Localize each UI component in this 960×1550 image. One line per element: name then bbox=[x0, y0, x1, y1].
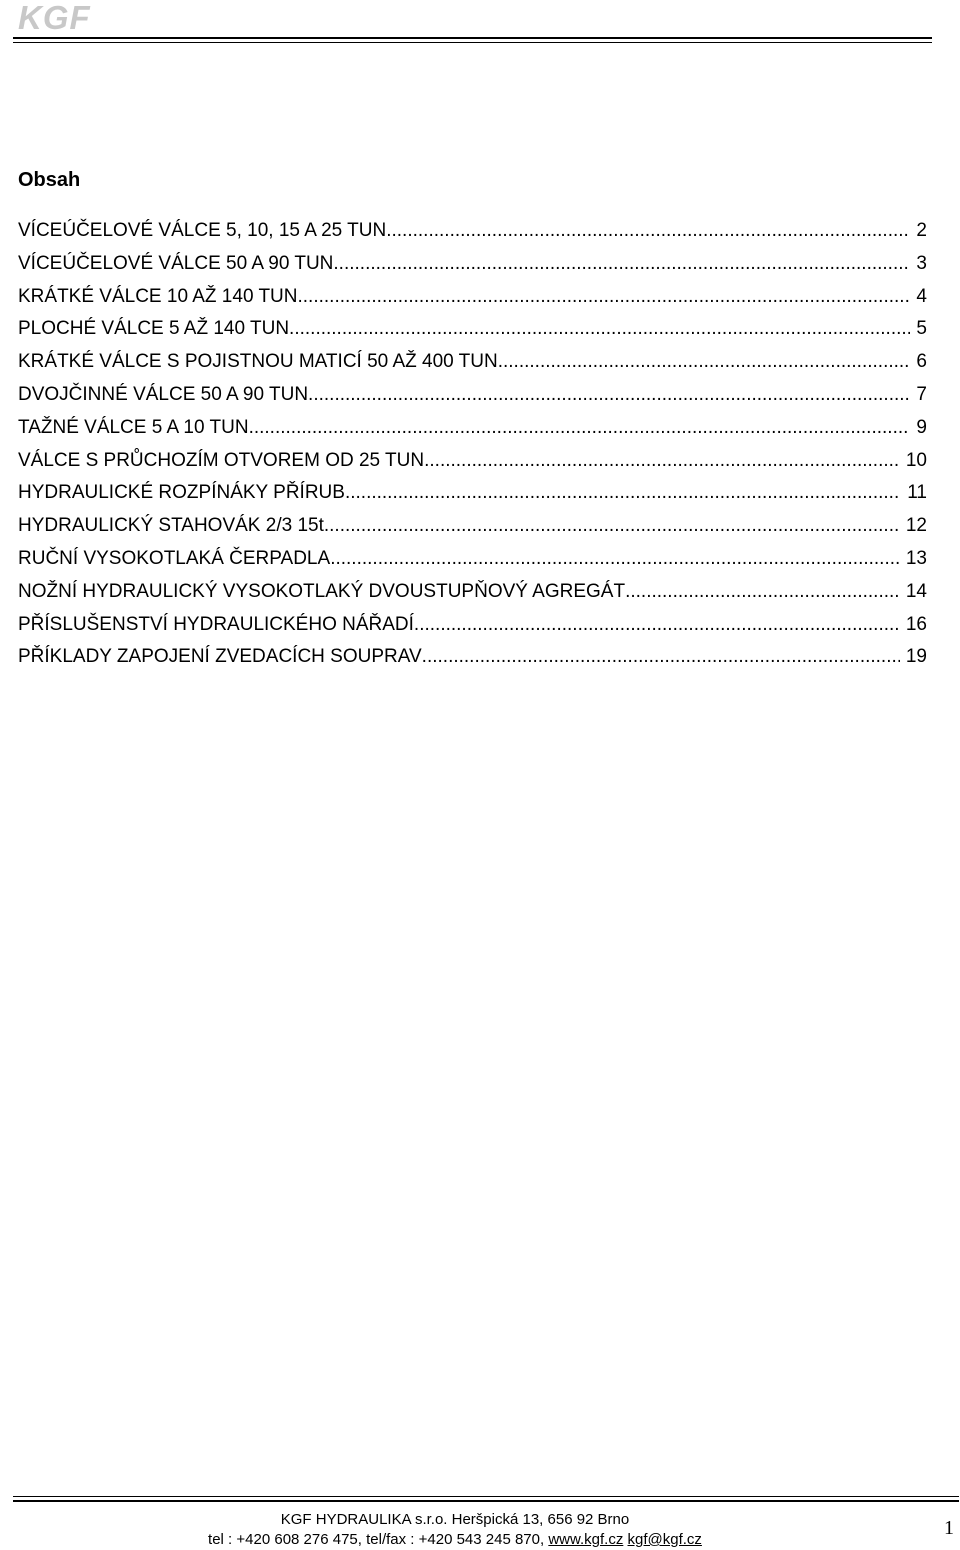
header-divider-thin bbox=[13, 42, 932, 43]
toc-entry-page-number: 10 bbox=[905, 449, 927, 471]
toc-entry-page-number: 3 bbox=[916, 252, 927, 274]
toc-entry[interactable] bbox=[18, 513, 927, 546]
toc-entry[interactable] bbox=[18, 218, 927, 251]
toc-entry[interactable] bbox=[18, 382, 927, 415]
toc-dot-leader bbox=[498, 349, 911, 375]
toc-dot-leader bbox=[330, 546, 900, 572]
toc-dot-leader bbox=[422, 644, 900, 670]
toc-entry-label: HYDRAULICKÉ ROZPÍNÁKY PŘÍRUB bbox=[18, 482, 345, 504]
toc-entry-label: VÁLCE S PRŮCHOZÍM OTVOREM OD 25 TUN bbox=[18, 449, 425, 471]
toc-entry-label: PŘÍKLADY ZAPOJENÍ ZVEDACÍCH SOUPRAV bbox=[18, 646, 422, 668]
toc-dot-leader bbox=[298, 284, 911, 310]
toc-heading: Obsah bbox=[18, 169, 81, 191]
toc-dot-leader bbox=[308, 382, 910, 408]
table-of-contents bbox=[18, 218, 927, 677]
toc-entry-page-number: 9 bbox=[916, 416, 927, 438]
footer-phone-numbers: tel : +420 608 276 475, tel/fax : +420 543 245 870, bbox=[208, 1531, 549, 1548]
toc-entry-label: RUČNÍ VYSOKOTLAKÁ ČERPADLA bbox=[18, 547, 331, 569]
toc-entry-page-number: 12 bbox=[905, 515, 927, 537]
toc-entry[interactable] bbox=[18, 480, 927, 513]
toc-entry[interactable] bbox=[18, 579, 927, 612]
toc-dot-leader bbox=[324, 513, 900, 539]
toc-dot-leader bbox=[289, 316, 910, 342]
toc-entry-page-number: 14 bbox=[905, 580, 927, 602]
toc-entry[interactable] bbox=[18, 284, 927, 317]
toc-entry-label: PŘÍSLUŠENSTVÍ HYDRAULICKÉHO NÁŘADÍ bbox=[18, 613, 414, 635]
toc-entry-label: PLOCHÉ VÁLCE 5 AŽ 140 TUN bbox=[18, 318, 290, 340]
toc-entry-page-number: 4 bbox=[916, 285, 927, 307]
toc-entry-page-number: 19 bbox=[905, 646, 927, 668]
toc-entry-page-number: 7 bbox=[916, 383, 927, 405]
toc-entry-page-number: 11 bbox=[907, 482, 927, 504]
toc-entry[interactable] bbox=[18, 251, 927, 284]
toc-entry[interactable] bbox=[18, 415, 927, 448]
toc-entry[interactable] bbox=[18, 644, 927, 677]
toc-entry-label: VÍCEÚČELOVÉ VÁLCE 50 A 90 TUN bbox=[18, 252, 334, 274]
company-logo: KGF bbox=[18, 0, 91, 36]
footer-divider-thin bbox=[13, 1496, 959, 1497]
page-number: 1 bbox=[944, 1517, 954, 1539]
toc-entry-page-number: 6 bbox=[916, 351, 927, 373]
toc-entry-label: VÍCEÚČELOVÉ VÁLCE 5, 10, 15 A 25 TUN bbox=[18, 220, 387, 241]
toc-entry[interactable] bbox=[18, 349, 927, 382]
toc-entry-label: KRÁTKÉ VÁLCE S POJISTNOU MATICÍ 50 AŽ 400 TUN bbox=[18, 351, 498, 373]
toc-entry-label: NOŽNÍ HYDRAULICKÝ VYSOKOTLAKÝ DVOUSTUPŇOVÝ AGREGÁT bbox=[18, 580, 626, 602]
toc-entry-label: DVOJČINNÉ VÁLCE 50 A 90 TUN bbox=[18, 383, 309, 405]
toc-dot-leader bbox=[249, 415, 911, 441]
website-link[interactable]: www.kgf.cz bbox=[548, 1531, 624, 1548]
toc-entry[interactable] bbox=[18, 546, 927, 579]
toc-entry[interactable] bbox=[18, 448, 927, 481]
toc-dot-leader bbox=[333, 251, 910, 277]
toc-entry-page-number: 16 bbox=[905, 613, 927, 635]
toc-entry-page-number: 2 bbox=[916, 220, 927, 241]
toc-dot-leader bbox=[424, 448, 900, 474]
footer-divider bbox=[13, 1500, 959, 1502]
toc-entry-page-number: 5 bbox=[916, 318, 927, 340]
header-divider bbox=[13, 37, 932, 39]
toc-entry-page-number: 13 bbox=[905, 547, 927, 569]
toc-dot-leader bbox=[345, 480, 901, 506]
toc-dot-leader bbox=[625, 579, 900, 605]
footer-contact bbox=[0, 1531, 910, 1549]
footer-company-address: KGF HYDRAULIKA s.r.o. Heršpická 13, 656 92 Brno bbox=[280, 1511, 630, 1528]
toc-dot-leader bbox=[386, 218, 910, 244]
toc-entry-label: HYDRAULICKÝ STAHOVÁK 2/3 15t bbox=[18, 515, 324, 537]
toc-dot-leader bbox=[414, 612, 900, 638]
toc-entry[interactable] bbox=[18, 316, 927, 349]
toc-entry-label: KRÁTKÉ VÁLCE 10 AŽ 140 TUN bbox=[18, 285, 298, 307]
toc-entry-label: TAŽNÉ VÁLCE 5 A 10 TUN bbox=[18, 416, 249, 438]
toc-entry[interactable] bbox=[18, 612, 927, 645]
email-link[interactable]: kgf@kgf.cz bbox=[627, 1531, 702, 1548]
